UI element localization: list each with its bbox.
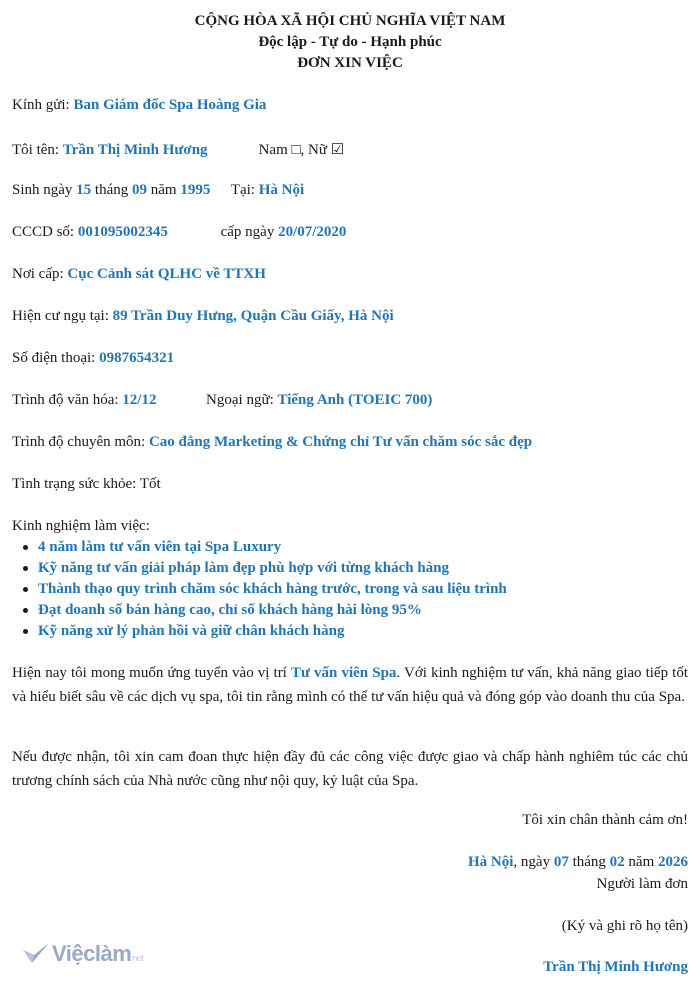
thanks-line: Tôi xin chân thành cảm ơn! xyxy=(522,812,688,828)
document-title: ĐƠN XIN VIỆC xyxy=(297,55,403,71)
date-month-label: tháng xyxy=(568,854,610,870)
recipient-label: Kính gửi: xyxy=(12,97,70,113)
qualification-line xyxy=(12,434,532,451)
address-value: 89 Trần Duy Hưng, Quận Cầu Giấy, Hà Nội xyxy=(112,308,394,324)
phone-line xyxy=(12,350,174,367)
birth-place: Hà Nội xyxy=(258,182,305,198)
checkmark-logo-icon xyxy=(22,941,50,967)
name-line xyxy=(12,140,344,159)
commitment-paragraph: Nếu được nhận, tôi xin cam đoan thực hiện đầy đủ các công việc được giao và chấp hành nghiêm túc các chủ trương chính sách của Nhà nước cũng như nội quy, kỷ luật của Spa. xyxy=(12,749,688,789)
document-header xyxy=(12,11,688,74)
list-item: Kỹ năng tư vấn giải pháp làm đẹp phù hợp với từng khách hàng xyxy=(38,558,507,579)
logo-suffix: net xyxy=(132,953,144,963)
address-label: Hiện cư ngụ tại: xyxy=(12,308,109,324)
date-year-label: năm xyxy=(624,854,658,870)
motivation-paragraph xyxy=(12,661,688,709)
logo-text xyxy=(52,941,143,967)
date-place: Hà Nội xyxy=(468,854,514,870)
date-year: 2026 xyxy=(658,854,688,870)
signature-note: (Ký và ghi rõ họ tên) xyxy=(561,918,688,934)
experience-list xyxy=(12,537,507,642)
education-value: 12/12 xyxy=(122,392,157,408)
motivation-text-before: Hiện nay tôi mong muốn ứng tuyển vào vị trí xyxy=(12,665,291,681)
date-day-label: , ngày xyxy=(513,854,554,870)
gender-field: Nam □, Nữ ☑ xyxy=(258,142,345,158)
motivation-text-after: . Với kinh nghiệm tư vấn, khả năng giao tiếp tốt và hiểu biết sâu về các dịch vụ spa, tôi tin rằng mình có thể tư vấn hiệu quả và đóng góp vào doanh thu của Spa. xyxy=(12,665,689,705)
name-label: Tôi tên: xyxy=(12,142,60,158)
birth-month-label: tháng xyxy=(94,182,129,198)
birth-label: Sinh ngày xyxy=(12,182,73,198)
id-card-number: 001095002345 xyxy=(77,224,168,240)
date-line xyxy=(468,854,688,871)
birth-year-label: năm xyxy=(150,182,177,198)
birth-day: 15 xyxy=(76,182,92,198)
id-card-label: CCCD số: xyxy=(12,224,75,240)
logo-wordmark: Việclàm xyxy=(52,941,132,966)
name-value: Trần Thị Minh Hương xyxy=(62,142,208,158)
education-line xyxy=(12,392,432,409)
list-item: Thành thạo quy trình chăm sóc khách hàng trước, trong và sau liệu trình xyxy=(38,579,507,600)
national-motto: Độc lập - Tự do - Hạnh phúc xyxy=(258,34,442,50)
experience-heading: Kinh nghiệm làm việc: xyxy=(12,518,150,534)
phone-label: Số điện thoại: xyxy=(12,350,96,366)
issue-place-label: Nơi cấp: xyxy=(12,266,64,282)
issue-date: 20/07/2020 xyxy=(278,224,347,240)
health-label: Tình trạng sức khỏe: xyxy=(12,476,137,492)
date-month: 02 xyxy=(609,854,625,870)
applied-position: Tư vấn viên Spa xyxy=(290,665,397,681)
qualification-value: Cao đẳng Marketing & Chứng chỉ Tư vấn chăm sóc sắc đẹp xyxy=(148,434,533,450)
phone-value: 0987654321 xyxy=(99,350,175,366)
signer-label: Người làm đơn xyxy=(596,876,688,892)
address-line xyxy=(12,308,394,325)
language-value: Tiếng Anh (TOEIC 700) xyxy=(277,392,433,408)
health-value: Tốt xyxy=(139,476,161,492)
language-label: Ngoại ngữ: xyxy=(206,392,274,408)
birth-place-label: Tại: xyxy=(230,182,255,198)
id-card-line xyxy=(12,224,346,241)
vieclam-logo xyxy=(22,941,162,969)
birth-line xyxy=(12,182,304,199)
issue-place-line xyxy=(12,266,266,283)
issue-date-label: cấp ngày xyxy=(220,224,275,240)
date-day: 07 xyxy=(553,854,569,870)
birth-year: 1995 xyxy=(180,182,211,198)
qualification-label: Trình độ chuyên môn: xyxy=(12,434,146,450)
health-line xyxy=(12,476,161,493)
education-label: Trình độ văn hóa: xyxy=(12,392,119,408)
birth-month: 09 xyxy=(132,182,147,198)
signer-name xyxy=(543,959,688,976)
issue-place-value: Cục Cảnh sát QLHC về TTXH xyxy=(67,266,266,282)
national-title: CỘNG HÒA XÃ HỘI CHỦ NGHĨA VIỆT NAM xyxy=(194,13,506,29)
recipient-value: Ban Giám đốc Spa Hoàng Gia xyxy=(73,97,267,113)
list-item: Kỹ năng xử lý phản hồi và giữ chân khách hàng xyxy=(38,621,507,642)
list-item: 4 năm làm tư vấn viên tại Spa Luxury xyxy=(38,537,507,558)
list-item: Đạt doanh số bán hàng cao, chỉ số khách hàng hài lòng 95% xyxy=(38,600,507,621)
signer-name-value: Trần Thị Minh Hương xyxy=(543,959,688,975)
recipient-line xyxy=(12,97,266,114)
